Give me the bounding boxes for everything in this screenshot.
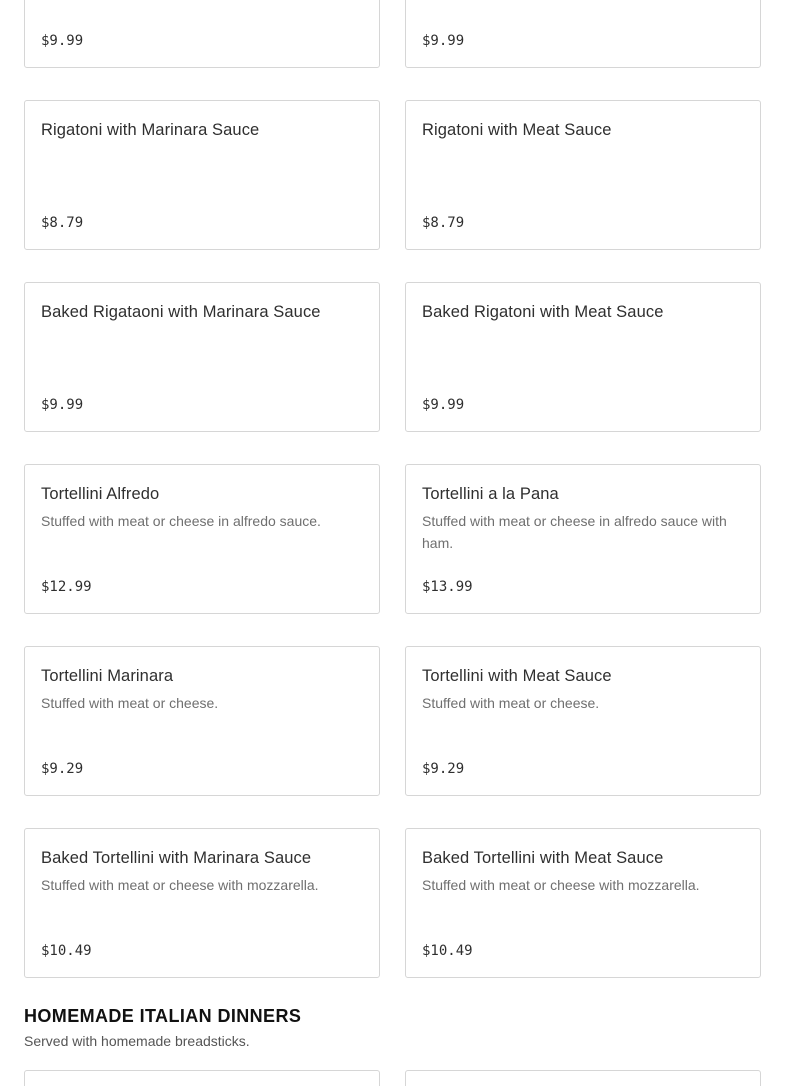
menu-item-name: Tortellini Marinara (41, 667, 174, 685)
section-subtitle: Served with homemade breadsticks. (24, 1033, 250, 1049)
menu-item-price: $9.29 (41, 761, 84, 777)
menu-item-description: Stuffed with meat or cheese in alfredo sauce with ham. (422, 513, 727, 551)
menu-item-card[interactable] (24, 1070, 380, 1086)
menu-item-card[interactable] (24, 100, 380, 250)
menu-item-name: Baked Tortellini with Meat Sauce (422, 849, 664, 867)
menu-item-price: $9.99 (422, 33, 465, 49)
menu-item-name: Baked Rigatoni with Meat Sauce (422, 303, 664, 321)
menu-item-card[interactable] (405, 464, 761, 614)
menu-item-price: $10.49 (41, 943, 92, 959)
menu-item-card[interactable] (405, 282, 761, 432)
menu-item-name: Tortellini Alfredo (41, 485, 160, 503)
menu-item-card[interactable] (405, 0, 761, 68)
menu-item-name: Tortellini a la Pana (422, 485, 559, 503)
menu-item-price: $9.99 (422, 397, 465, 413)
menu-item-card[interactable] (405, 646, 761, 796)
menu-item-card[interactable] (405, 828, 761, 978)
menu-item-card[interactable] (24, 0, 380, 68)
menu-item-card[interactable] (24, 282, 380, 432)
menu-item-grid (24, 0, 761, 978)
menu-item-price: $8.79 (422, 215, 465, 231)
menu-item-card[interactable] (405, 1070, 761, 1086)
menu-item-price: $13.99 (422, 579, 473, 595)
menu-item-description: Stuffed with meat or cheese. (41, 695, 219, 711)
menu-item-name: Baked Tortellini with Marinara Sauce (41, 849, 312, 867)
menu-item-price: $8.79 (41, 215, 84, 231)
menu-item-price: $9.29 (422, 761, 465, 777)
menu-item-card[interactable] (24, 464, 380, 614)
menu-item-card[interactable] (405, 100, 761, 250)
menu-item-name: Baked Rigataoni with Marinara Sauce (41, 303, 321, 321)
menu-item-description: Stuffed with meat or cheese with mozzarella. (422, 877, 700, 893)
menu-item-price: $9.99 (41, 397, 84, 413)
section-title: HOMEMADE ITALIAN DINNERS (24, 1006, 302, 1026)
menu-item-name: Rigatoni with Meat Sauce (422, 121, 612, 139)
menu-item-description: Stuffed with meat or cheese. (422, 695, 600, 711)
menu-item-card[interactable] (24, 646, 380, 796)
section-header (24, 1003, 761, 1052)
menu-item-name: Rigatoni with Marinara Sauce (41, 121, 260, 139)
menu-item-description: Stuffed with meat or cheese in alfredo sauce. (41, 513, 321, 529)
menu-item-name: Tortellini with Meat Sauce (422, 667, 612, 685)
menu-item-price: $9.99 (41, 33, 84, 49)
menu-item-price: $10.49 (422, 943, 473, 959)
next-menu-item-row (24, 1070, 761, 1086)
menu-item-price: $12.99 (41, 579, 92, 595)
menu-item-card[interactable] (24, 828, 380, 978)
menu-item-description: Stuffed with meat or cheese with mozzarella. (41, 877, 319, 893)
